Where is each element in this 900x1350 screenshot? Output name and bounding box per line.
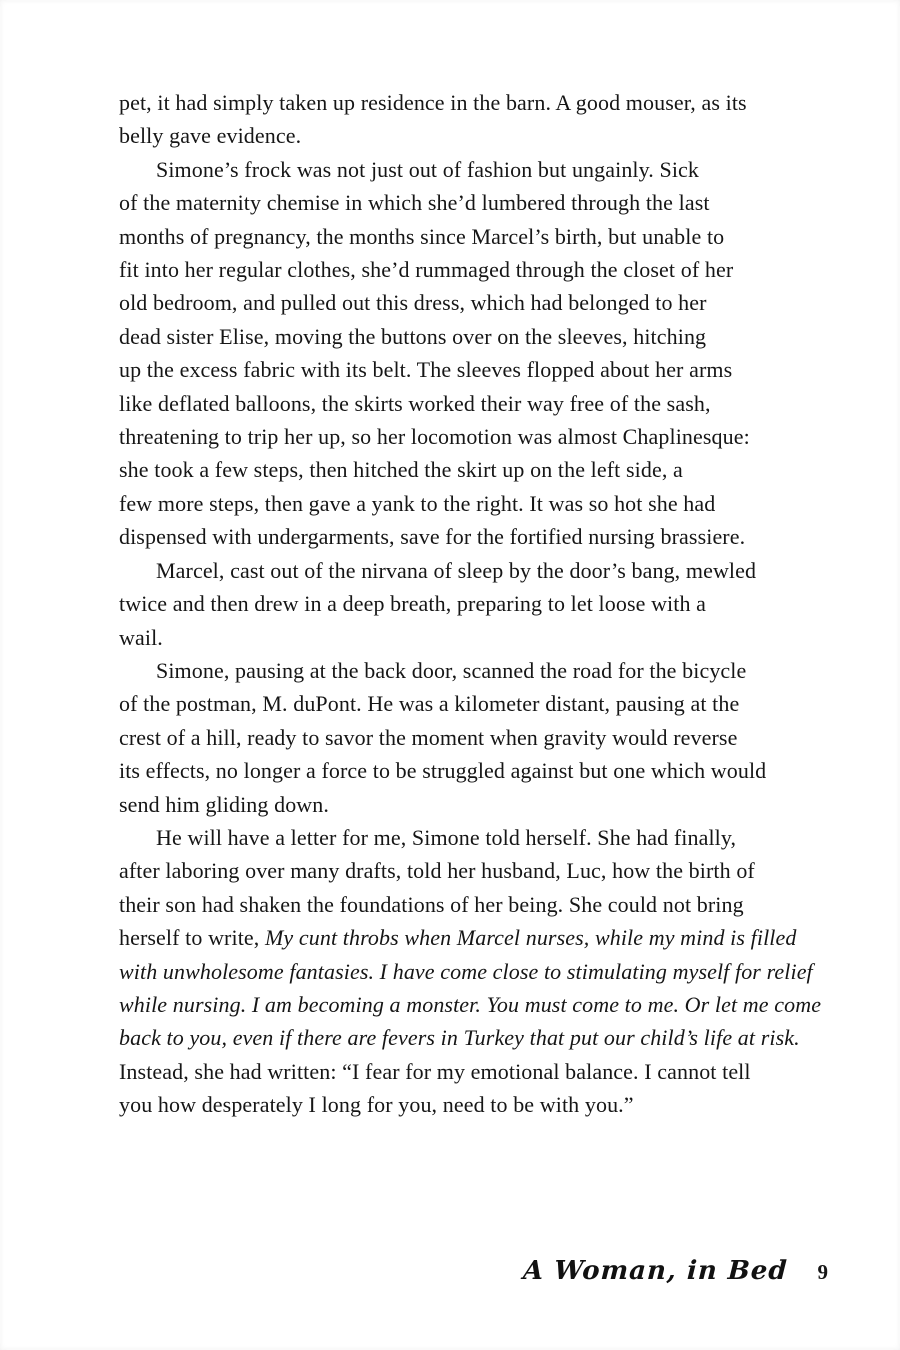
text-segment: few more steps, then gave a yank to the right. It was so hot she had [119, 490, 716, 516]
text-segment: after laboring over many drafts, told her husband, Luc, how the birth of [119, 858, 755, 884]
text-segment: send him gliding down. [119, 791, 329, 817]
text-segment: months of pregnancy, the months since Marcel’s birth, but unable to [119, 223, 725, 249]
text-line [119, 320, 809, 353]
text-line [119, 955, 813, 988]
text-line [119, 721, 809, 754]
text-segment: fit into her regular clothes, she’d rummaged through the closet of her [119, 257, 734, 283]
body-text [119, 86, 822, 1122]
text-segment: wail. [119, 624, 163, 650]
text-segment: you how desperately I long for you, need to be with you.” [119, 1092, 634, 1118]
text-line [119, 1088, 809, 1121]
text-line [119, 253, 809, 286]
text-segment: of the maternity chemise in which she’d lumbered through the last [119, 190, 710, 216]
text-segment: old bedroom, and pulled out this dress, which had belonged to her [119, 290, 707, 316]
italic-text-segment: My cunt throbs when Marcel nurses, while my mind is filled [264, 925, 797, 951]
italic-text-segment: with unwholesome fantasies. I have come close to stimulating myself for relief [119, 958, 813, 984]
text-line [119, 654, 809, 687]
text-segment: twice and then drew in a deep breath, preparing to let loose with a [119, 591, 707, 617]
text-segment: threatening to trip her up, so her locomotion was almost Chaplinesque: [119, 424, 750, 450]
text-segment: Marcel, cast out of the nirvana of sleep by the door’s bang, mewled [156, 557, 757, 583]
text-line [119, 687, 809, 720]
text-line [119, 420, 809, 453]
text-segment: dispensed with undergarments, save for the fortified nursing brassiere. [119, 524, 746, 550]
text-segment: pet, it had simply taken up residence in the barn. A good mouser, as its [119, 90, 747, 115]
running-footer-book-title: A Woman, in Bed [522, 1256, 789, 1286]
text-line [119, 821, 809, 854]
text-line [119, 353, 809, 386]
text-line [119, 988, 822, 1021]
text-line [119, 788, 809, 821]
text-segment: she took a few steps, then hitched the skirt up on the left side, a [119, 457, 683, 483]
page-number: 9 [817, 1260, 828, 1284]
text-segment: dead sister Elise, moving the buttons over on the sleeves, hitching [119, 323, 707, 349]
text-segment: herself to write, [119, 925, 265, 951]
text-line [119, 888, 809, 921]
text-line [119, 186, 809, 219]
text-segment: crest of a hill, ready to savor the moment when gravity would reverse [119, 724, 738, 750]
text-segment: like deflated balloons, the skirts worked their way free of the sash, [119, 390, 711, 416]
text-segment: Simone, pausing at the back door, scanned the road for the bicycle [156, 657, 747, 683]
text-segment: Instead, she had written: “I fear for my emotional balance. I cannot tell [119, 1058, 751, 1084]
text-line [119, 587, 809, 620]
text-line [119, 520, 809, 553]
text-segment: Simone’s frock was not just out of fashion but ungainly. Sick [156, 156, 700, 182]
running-footer [523, 1256, 828, 1286]
text-line [119, 854, 809, 887]
text-line [119, 220, 809, 253]
text-segment: belly gave evidence. [119, 123, 302, 149]
text-segment: of the postman, M. duPont. He was a kilometer distant, pausing at the [119, 691, 740, 717]
text-line [119, 754, 809, 787]
italic-text-segment: back to you, even if there are fevers in Turkey that put our child’s life at risk. [119, 1025, 800, 1051]
text-line [119, 487, 809, 520]
text-line [119, 1055, 809, 1088]
text-line [119, 453, 809, 486]
text-segment: their son had shaken the foundations of her being. She could not bring [119, 891, 744, 917]
italic-text-segment: while nursing. I am becoming a monster. You must come to me. Or let me come [119, 991, 822, 1017]
text-segment: its effects, no longer a force to be struggled against but one which would [119, 758, 767, 784]
text-line [119, 153, 809, 186]
text-segment: He will have a letter for me, Simone told herself. She had finally, [156, 824, 737, 850]
text-line [119, 921, 809, 954]
text-line [119, 119, 809, 152]
text-line [119, 387, 809, 420]
text-line [119, 86, 809, 119]
text-line [119, 554, 809, 587]
text-segment: up the excess fabric with its belt. The sleeves flopped about her arms [119, 357, 733, 383]
text-line [119, 1021, 809, 1054]
text-line [119, 286, 809, 319]
text-line [119, 621, 809, 654]
